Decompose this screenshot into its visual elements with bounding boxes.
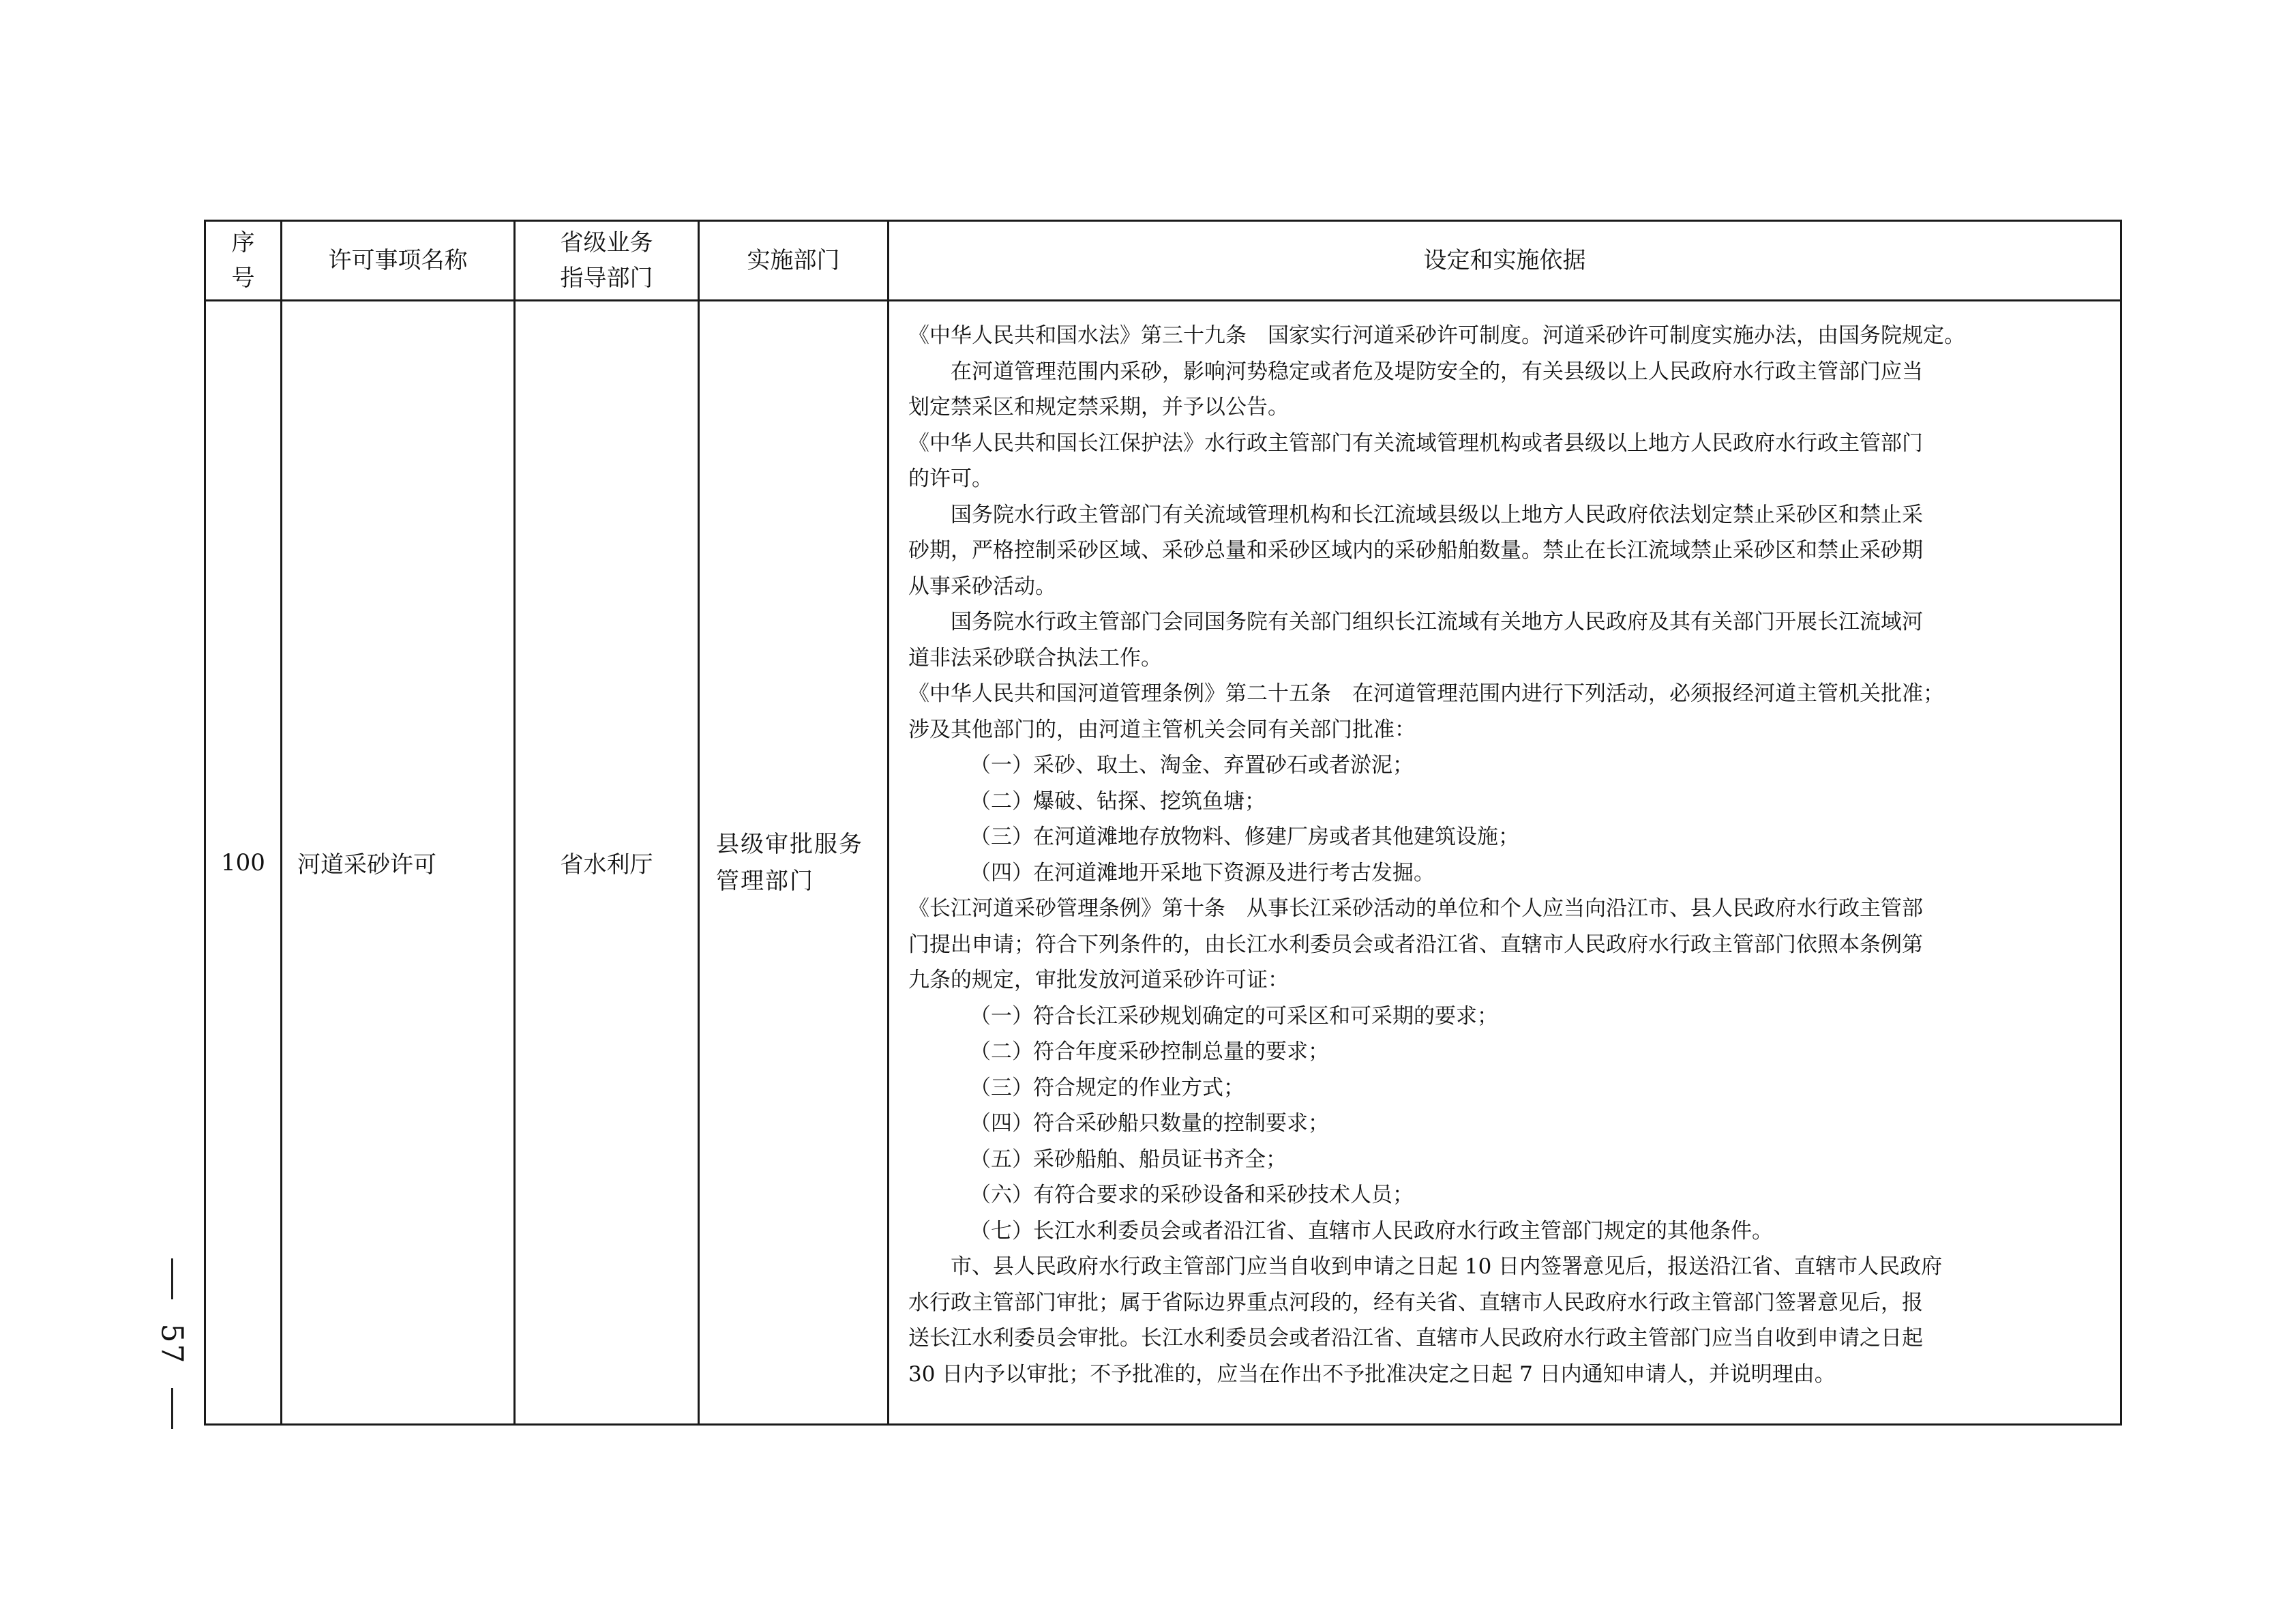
basis-line: 的许可。: [908, 467, 993, 491]
header-seq-line2: 号: [231, 265, 255, 292]
header-guide-dept: [515, 221, 699, 301]
header-basis: 设定和实施依据: [889, 221, 2121, 301]
basis-line: 涉及其他部门的，由河道主管机关会同有关部门批准：: [908, 717, 1416, 742]
basis-line: （五）采砂船舶、船员证书齐全；: [970, 1147, 1287, 1172]
header-seq: [205, 221, 282, 301]
row-impl-line2: 管理部门: [716, 867, 814, 895]
basis-line: （二）符合年度采砂控制总量的要求；: [970, 1039, 1329, 1064]
header-permit-name: 许可事项名称: [282, 221, 515, 301]
basis-line: （六）有符合要求的采砂设备和采砂技术人员；: [970, 1183, 1414, 1207]
page-dash-bottom: [171, 1388, 173, 1429]
header-seq-line1: 序: [231, 229, 255, 256]
basis-line: 市、县人民政府水行政主管部门应当自收到申请之日起 10 日内签署意见后，报送沿江省、直辖市人民政府: [951, 1254, 1943, 1279]
basis-line: 《中华人民共和国河道管理条例》第二十五条 在河道管理范围内进行下列活动，必须报经河道主管机关批准；: [908, 681, 1944, 706]
basis-line: 门提出申请；符合下列条件的，由长江水利委员会或者沿江省、直辖市人民政府水行政主管部门依照本条例第: [908, 932, 1923, 957]
basis-line: （三）在河道滩地存放物料、修建厂房或者其他建筑设施；: [970, 825, 1519, 849]
header-guide-line2: 指导部门: [560, 265, 653, 292]
basis-line: 道非法采砂联合执法工作。: [908, 645, 1162, 670]
basis-line: 30 日内予以审批；不予批准的，应当在作出不予批准决定之日起 7 日内通知申请人，并说明理由。: [908, 1361, 1836, 1387]
permit-table: [204, 220, 2122, 1426]
row-impl-line1: 县级审批服务: [716, 830, 863, 858]
basis-line: 送长江水利委员会审批。长江水利委员会或者沿江省、直辖市人民政府水行政主管部门应当自收到申请之日起: [908, 1326, 1923, 1350]
row-impl-dept: [699, 301, 889, 1425]
basis-line: 九条的规定，审批发放河道采砂许可证：: [908, 968, 1289, 992]
basis-line: （三）符合规定的作业方式；: [970, 1075, 1244, 1100]
row-basis: [889, 301, 2121, 1425]
basis-line: 从事采砂活动。: [908, 574, 1056, 599]
basis-line: （二）爆破、钻探、挖筑鱼塘；: [970, 788, 1266, 814]
basis-text: [908, 318, 2105, 1392]
page-number: [151, 1258, 192, 1429]
page-dash-top: [171, 1258, 173, 1299]
basis-line: 《中华人民共和国水法》第三十九条 国家实行河道采砂许可制度。河道采砂许可制度实施办法，由国务院规定。: [908, 323, 1965, 348]
basis-line: 国务院水行政主管部门会同国务院有关部门组织长江流域有关地方人民政府及其有关部门开展长江流域河: [951, 610, 1923, 634]
basis-line: 砂期，严格控制采砂区域、采砂总量和采砂区域内的采砂船舶数量。禁止在长江流域禁止采砂区和禁止采砂期: [908, 538, 1923, 563]
basis-line: （四）符合采砂船只数量的控制要求；: [970, 1111, 1329, 1136]
basis-line: 《中华人民共和国长江保护法》水行政主管部门有关流域管理机构或者县级以上地方人民政府水行政主管部门: [908, 430, 1923, 456]
basis-line: （七）长江水利委员会或者沿江省、直辖市人民政府水行政主管部门规定的其他条件。: [970, 1218, 1773, 1243]
basis-line: （一）采砂、取土、淘金、弃置砂石或者淤泥；: [970, 753, 1414, 778]
table-row: [205, 301, 2121, 1425]
basis-line: 《长江河道采砂管理条例》第十条 从事长江采砂活动的单位和个人应当向沿江市、县人民政府水行政主管部: [908, 896, 1923, 921]
basis-line: （四）在河道滩地开采地下资源及进行考古发掘。: [970, 860, 1435, 885]
basis-line: （一）符合长江采砂规划确定的可采区和可采期的要求；: [970, 1003, 1498, 1029]
page-number-text: 57: [154, 1323, 190, 1364]
header-guide-line1: 省级业务: [560, 229, 653, 256]
header-row: [205, 221, 2121, 301]
basis-line: 划定禁采区和规定禁采期，并予以公告。: [908, 395, 1289, 419]
row-guide-dept: 省水利厅: [515, 301, 699, 1425]
basis-line: 在河道管理范围内采砂，影响河势稳定或者危及堤防安全的，有关县级以上人民政府水行政主管部门应当: [951, 359, 1923, 384]
basis-line: 水行政主管部门审批；属于省际边界重点河段的，经有关省、直辖市人民政府水行政主管部门签署意见后，报: [908, 1290, 1923, 1315]
basis-line: 国务院水行政主管部门有关流域管理机构和长江流域县级以上地方人民政府依法划定禁止采砂区和禁止采: [951, 502, 1923, 527]
row-permit-name: 河道采砂许可: [282, 301, 515, 1425]
row-seq: 100: [205, 301, 282, 1425]
header-impl-dept: 实施部门: [699, 221, 889, 301]
